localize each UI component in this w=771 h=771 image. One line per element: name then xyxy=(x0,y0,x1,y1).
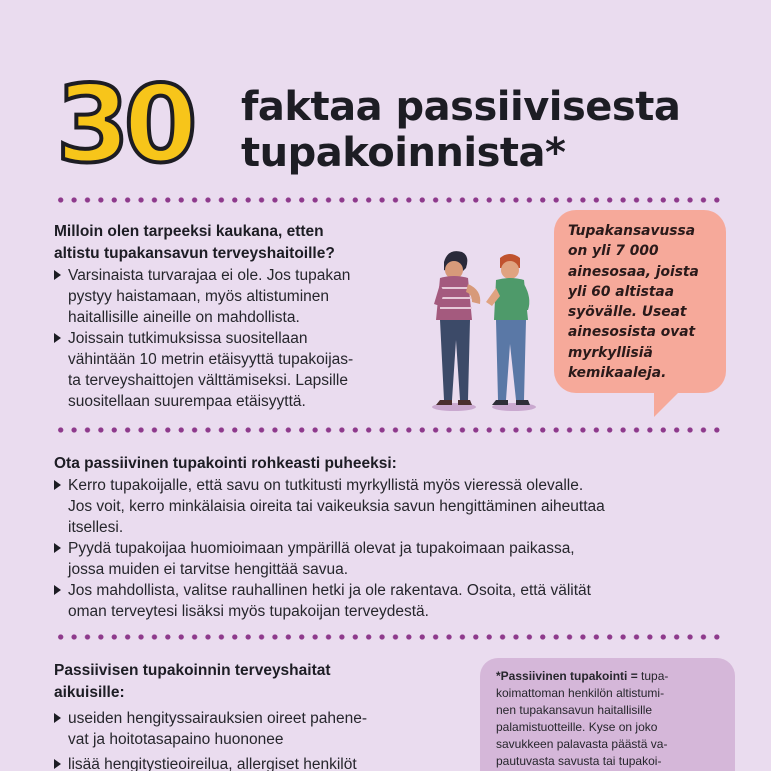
dotted-divider xyxy=(54,427,726,433)
triangle-bullet-icon xyxy=(54,270,61,280)
triangle-bullet-icon xyxy=(54,543,61,553)
list-item: Varsinaista turvarajaa ei ole. Jos tupakan pystyy haistamaan, myös altistuminen haitallisille aineille on mahdollista. xyxy=(54,265,404,328)
bullet-list xyxy=(54,265,404,412)
section-heading: Passiivisen tupakoinnin terveyshaitat aikuisille: xyxy=(54,662,331,701)
fact-speech-bubble: Tupakansavussa on yli 7 000 ainesosaa, joista yli 60 altistaa syövälle. Useat ainesosista ovat myrkyllisiä kemikaaleja. xyxy=(554,210,726,393)
section-heading: Milloin olen tarpeeksi kaukana, etten altistu tupakansavun terveyshaitoille? xyxy=(54,223,335,262)
list-item: Jos mahdollista, valitse rauhallinen hetki ja ole rakentava. Osoita, että välität oman terveytesi lisäksi myös tupakoijan terveydestä. xyxy=(54,580,734,622)
dotted-divider xyxy=(54,197,726,203)
triangle-bullet-icon xyxy=(54,759,61,769)
page-header xyxy=(56,63,736,186)
list-item: Pyydä tupakoijaa huomioimaan ympärillä olevat ja tupakoimaan paikassa, jossa muiden ei tarvitse hengittää savua. xyxy=(54,538,734,580)
headline-number: 30 xyxy=(56,63,192,186)
triangle-bullet-icon xyxy=(54,333,61,343)
bullet-list xyxy=(54,475,734,622)
list-item: Joissain tutkimuksissa suositellaan vähintään 10 metrin etäisyyttä tupakoijas- ta terveyshaittojen välttämiseksi. Lapsille suositellaan suurempaa etäisyyttä. xyxy=(54,328,404,412)
two-people-talking-illustration xyxy=(418,244,544,416)
definition-box: *Passiivinen tupakointi = tupa- koimattoman henkilön altistumi- nen tupakansavun haitallisille palamistuotteille. Kyse on joko savukkeen palavasta päästä va- pautuvasta savusta tai tupakoi- xyxy=(480,658,735,771)
list-item: useiden hengityssairauksien oireet pahene- vat ja hoitotasapaino huononee xyxy=(54,708,454,750)
triangle-bullet-icon xyxy=(54,480,61,490)
list-item: lisää hengitystieoireilua, allergiset henkilöt xyxy=(54,754,454,771)
definition-term: *Passiivinen tupakointi = xyxy=(496,669,638,683)
page-title xyxy=(241,84,680,176)
dotted-divider xyxy=(54,634,726,640)
title-line-1: faktaa passiivisesta xyxy=(241,84,681,130)
section-distance xyxy=(54,221,404,412)
section-talk-about-it xyxy=(54,453,734,622)
list-item: Kerro tupakoijalle, että savu on tutkitusti myrkyllistä myös vieressä olevalle. Jos voit, kerro minkälaisia oireita tai vaikeuksia savun hengittäminen aiheuttaa itsellesi. xyxy=(54,475,734,538)
bullet-list xyxy=(54,708,454,771)
section-heading: Ota passiivinen tupakointi rohkeasti puheeksi: xyxy=(54,455,397,472)
triangle-bullet-icon xyxy=(54,713,61,723)
title-line-2: tupakoinnista* xyxy=(241,130,566,176)
triangle-bullet-icon xyxy=(54,585,61,595)
section-health-harms-adults xyxy=(54,660,454,771)
